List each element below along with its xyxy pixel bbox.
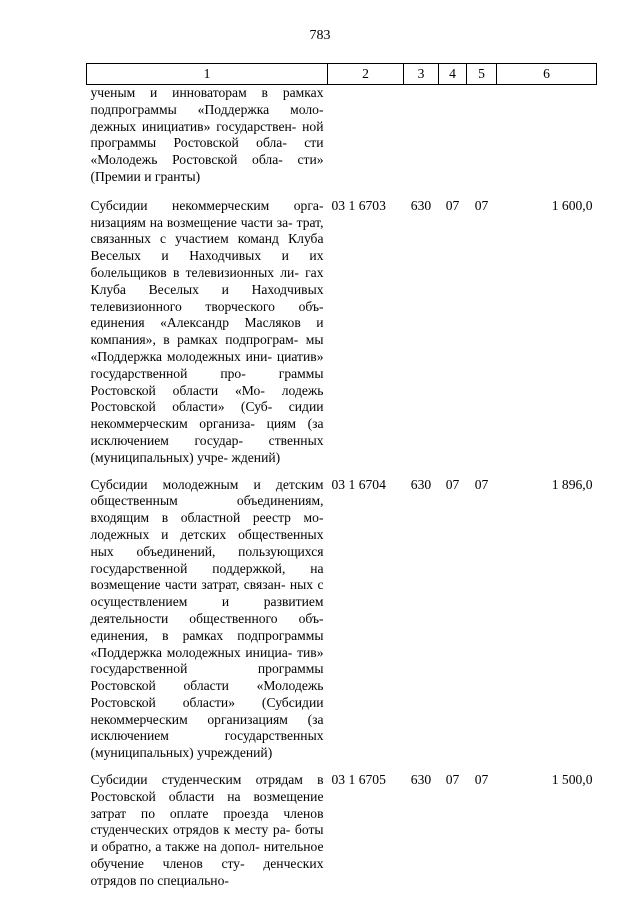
table-row — [87, 477, 597, 773]
description-line: нительное обучение членов сту- — [90, 839, 324, 872]
subsection-cell: 07 — [474, 197, 489, 213]
description-line: низациям на возмещение части за- — [90, 214, 293, 230]
description-line: Ростовской области на возмещение — [90, 788, 324, 804]
section-cell: 07 — [445, 476, 460, 492]
expense-type-cell — [404, 85, 439, 198]
description-line: Ростовской области» (Субсидии — [90, 694, 324, 710]
table-row — [87, 85, 597, 198]
description-line: лодежных и детских общественных — [90, 526, 324, 542]
amount-cell — [497, 85, 597, 198]
description-line: дежных инициатив» государствен- — [90, 118, 297, 134]
description-line: Субсидии студенческим отрядам в — [90, 772, 324, 788]
description-line: компания», в рамках подпрограм- — [90, 332, 299, 348]
expense-type-cell: 630 — [410, 772, 432, 788]
description-line: «Поддержка молодежных инициа- — [90, 644, 293, 660]
description-line: мы «Поддержка молодежных ини- — [90, 332, 324, 364]
description-line: Субсидии молодежным и детским — [90, 476, 324, 492]
description-line: единения, в рамках подпрограммы — [90, 627, 324, 643]
section-cell: 07 — [445, 772, 460, 788]
description-line: Клуба Веселых и Находчивых и их — [90, 231, 324, 264]
header-cell: 4 — [439, 64, 467, 85]
description-line: граммы Ростовской области «Мо- — [90, 365, 324, 398]
subsection-cell: 07 — [474, 772, 489, 788]
description-line: затрат по оплате проезда членов — [90, 805, 324, 821]
description-line: сти «Молодежь Ростовской обла- — [90, 135, 324, 168]
header-cell: 5 — [467, 64, 497, 85]
description-cell — [87, 198, 328, 477]
description-line: ственных (муниципальных) учре- — [90, 432, 324, 465]
description-line: студенческих отрядов к месту ра- — [90, 822, 291, 838]
description-line: Субсидии некоммерческим орга- — [90, 197, 324, 213]
header-row — [87, 64, 597, 85]
description-line: ждений) — [231, 449, 281, 465]
description-line: (муниципальных) учреждений) — [90, 745, 273, 761]
description-line: тив» государственной программы — [90, 644, 324, 677]
table-row — [87, 198, 597, 477]
expense-type-cell: 630 — [410, 197, 432, 213]
description-line: Ростовской области «Молодежь — [90, 678, 324, 694]
description-line: болельщиков в телевизионных ли- — [90, 264, 299, 280]
target-code-cell: 03 1 6703 — [331, 197, 386, 213]
amount-cell: 1 600,0 — [551, 197, 593, 213]
description-line: трат, связанных с участием команд — [90, 214, 324, 247]
description-line: подпрограммы «Поддержка моло- — [90, 101, 324, 117]
description-line: некоммерческим организациям (за — [90, 711, 324, 727]
description-cell — [87, 772, 328, 900]
page-number: 783 — [309, 28, 331, 43]
description-cell — [87, 85, 328, 198]
description-line: исключением государственных — [90, 728, 324, 744]
expense-type-cell: 630 — [410, 476, 432, 492]
header-cell: 1 — [87, 64, 328, 85]
amount-cell: 1 896,0 — [551, 476, 593, 492]
description-line: гах Клуба Веселых и Находчивых — [90, 264, 324, 297]
target-code-cell: 03 1 6704 — [331, 476, 386, 492]
section-cell — [439, 85, 467, 198]
budget-table — [86, 63, 597, 900]
table-row — [87, 772, 597, 900]
amount-cell: 1 500,0 — [551, 772, 593, 788]
description-line: входящим в областной реестр мо- — [90, 510, 324, 526]
description-line: телевизионного творческого объ- — [90, 298, 324, 314]
description-line: денческих отрядов по специально- — [90, 856, 324, 888]
description-line: государственной поддержкой, на — [90, 560, 324, 576]
section-cell: 07 — [445, 197, 460, 213]
subsection-cell — [467, 85, 497, 198]
description-line: ных объединений, пользующихся — [90, 543, 324, 559]
subsection-cell: 07 — [474, 476, 489, 492]
description-line: лодежь Ростовской области» (Суб- — [90, 382, 324, 415]
description-line: циям (за исключением государ- — [90, 416, 324, 448]
description-line: циатив» государственной про- — [90, 348, 324, 381]
header-cell: 2 — [328, 64, 404, 85]
header-cell: 3 — [404, 64, 439, 85]
description-cell — [87, 477, 328, 773]
description-line: сти» (Премии и гранты) — [90, 152, 324, 184]
target-code-cell: 03 1 6705 — [331, 772, 386, 788]
description-line: возмещение части затрат, связан- — [90, 577, 286, 593]
description-line: ных с осуществлением и развитием — [90, 577, 324, 610]
description-line: общественным объединениям, — [90, 493, 324, 509]
description-line: деятельности общественного объ- — [90, 610, 324, 626]
description-line: ученым и инноваторам в рамках — [90, 85, 324, 100]
header-cell: 6 — [497, 64, 597, 85]
description-line: единения «Александр Масляков и — [90, 315, 324, 331]
description-line: боты и обратно, а также на допол- — [90, 822, 324, 855]
target-code-cell — [328, 85, 404, 198]
description-line: ной программы Ростовской обла- — [90, 118, 324, 151]
description-line: сидии некоммерческим организа- — [90, 399, 324, 432]
